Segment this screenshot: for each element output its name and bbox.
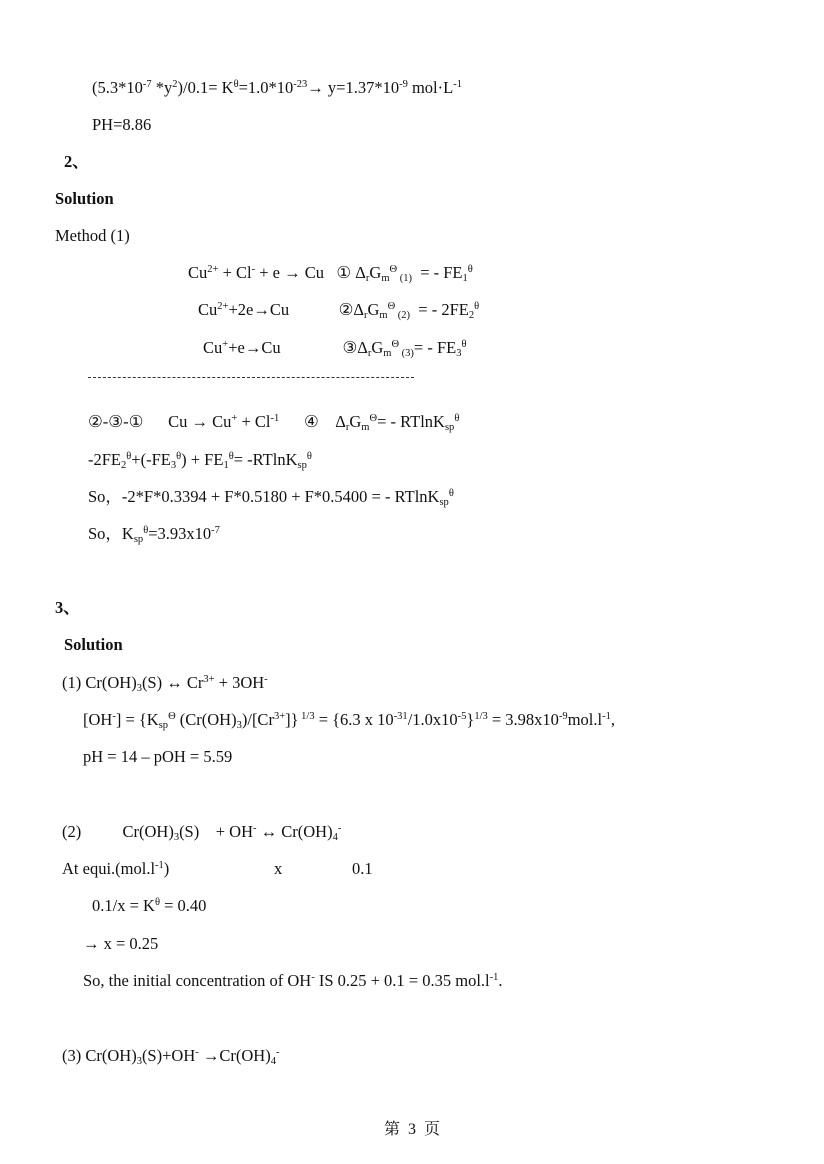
formula-segment: =1.0*10 [238,78,294,97]
formula-segment: (1) Cr(OH) [62,673,137,692]
hydroxide-concentration [83,710,615,730]
formula-segment: 3、 [55,598,80,617]
formula-segment: 3 [173,832,180,843]
formula-segment: → x = 0.25 [83,934,159,953]
formula-segment: θ [474,301,480,312]
equilibrium-label [62,859,169,879]
formula-segment: →Cr(OH) [198,1046,271,1065]
so-line-2 [88,524,220,544]
question-number-2 [64,152,89,172]
formula-segment: 3 [236,720,242,731]
formula-segment: = - FE [411,263,463,282]
formula-segment: Method (1) [55,226,130,245]
footer-suffix: 页 [424,1121,441,1138]
formula-segment: G [371,338,384,357]
formula-segment: = - RTlnK [377,412,445,431]
formula-segment: r [365,273,370,284]
formula-segment: G [369,263,382,282]
formula-segment: PH=8.86 [92,115,152,134]
footer-prefix: 第 [383,1121,400,1138]
formula-segment: 3 [136,683,142,694]
formula-segment: -2FE [88,450,121,469]
formula-segment: + e → Cu ① Δ [255,263,366,282]
k-equation [92,896,206,916]
formula-segment: -5 [457,711,467,722]
solution-heading-2 [55,189,114,209]
formula-segment: -1 [155,860,164,871]
formula-segment: (S) ↔ Cr [141,673,204,692]
formula-segment: +e→Cu ③Δ [228,338,368,357]
formula-segment: So，K [88,524,134,543]
formula-segment: ④ Δ [279,412,346,431]
formula-segment: 2+ [217,301,229,312]
reaction-1 [188,263,473,283]
formula-segment: -1 [270,413,280,424]
formula-segment: . [498,971,503,990]
formula-segment: 1/3 [298,711,315,722]
formula-segment: (S) + OH [179,822,253,841]
formula-segment: sp [297,460,307,471]
formula-segment: Cu [203,338,223,357]
formula-segment: = -RTlnK [233,450,298,469]
formula-segment: - [253,823,257,834]
formula-segment: So, the initial concentration of OH [83,971,312,990]
formula-segment: 1/3 [474,711,488,722]
formula-segment: 3+ [273,711,286,722]
combined-equation [88,450,312,470]
formula-segment: - [264,674,268,685]
formula-segment: )/[Cr [241,710,274,729]
formula-segment: θ [228,451,234,462]
formula-segment: m [381,273,390,284]
formula-segment: 2 [468,310,475,321]
formula-segment: (Cr(OH) [175,710,237,729]
formula-segment: - [337,823,342,834]
formula-segment: -9 [399,79,408,90]
reaction-2 [198,300,479,320]
formula-segment: θ [306,451,312,462]
formula-segment: +(-FE [131,450,171,469]
formula-segment: (1) [397,273,412,284]
dashed-divider [88,377,414,378]
formula-segment: ) [163,859,170,878]
reaction-3 [203,338,467,358]
formula-segment: Solution [55,189,114,208]
formula-segment: sp [133,534,144,545]
x-result [83,934,158,954]
formula-segment: θ [176,451,182,462]
part-1-reaction [62,673,268,693]
formula-segment: m [361,422,370,433]
formula-segment: Solution [64,635,123,654]
formula-segment: Cu [198,300,218,319]
formula-segment: = 0.40 [159,896,207,915]
formula-segment: + Cl [218,263,252,282]
formula-segment: , [610,710,615,729]
formula-segment: sp [158,720,169,731]
formula-segment: ②-③-① Cu → Cu [88,412,232,431]
formula-segment: m [383,348,392,359]
formula-segment: r [367,348,372,359]
ph-value [92,115,151,135]
formula-segment: Θ [168,711,176,722]
formula-segment: Θ [387,301,396,312]
combined-reaction [88,412,459,432]
formula-segment: *y [151,78,173,97]
formula-segment: G [349,412,362,431]
formula-segment: - [311,972,315,983]
formula-segment: 2 [172,79,178,90]
formula-segment: θ [126,451,132,462]
formula-segment: Θ [389,264,398,275]
formula-segment: θ [233,79,239,90]
formula-segment: 4 [270,1056,276,1067]
formula-segment: (3) [399,348,414,359]
formula-segment: (S)+OH [141,1046,196,1065]
formula-segment: + [231,413,238,424]
formula-segment: =3.93x10 [148,524,212,543]
formula-segment: 1 [223,460,229,471]
ph-calculation [83,747,232,767]
formula-segment: } [466,710,475,729]
formula-segment: mol.l [567,710,603,729]
formula-segment: ↔ Cr(OH) [256,822,333,841]
part-2-reaction [62,822,341,842]
part-3-reaction [62,1046,279,1066]
formula-segment: → y=1.37*10 [307,78,400,97]
formula-segment: θ [461,339,467,350]
formula-segment: ] = {K [115,710,159,729]
formula-segment: 3 [136,1056,142,1067]
formula-segment: /1.0x10 [407,710,458,729]
formula-segment: mol·L [407,78,454,97]
formula-segment: + [222,339,229,350]
formula-segment: ]} [285,710,299,729]
formula-segment: -7 [211,525,220,536]
formula-segment: +2e→Cu ②Δ [228,300,364,319]
formula-segment: -7 [142,79,152,90]
formula-segment: 0.1/x = K [92,896,155,915]
formula-segment: ) + FE [181,450,224,469]
formula-segment: - [251,264,256,275]
formula-segment: -1 [489,972,499,983]
formula-segment: -23 [293,79,308,90]
footer-page-number: 3 [408,1121,416,1138]
formula-segment: r [345,422,350,433]
formula-segment: -9 [558,711,568,722]
formula-segment: - [112,711,116,722]
formula-segment: = {6.3 x 10 [314,710,394,729]
formula-segment: = 3.98x10 [487,710,559,729]
formula-segment: = - 2FE [410,300,469,319]
formula-segment: r [363,310,368,321]
formula-segment: 1 [462,273,468,284]
formula-segment: = - FE [413,338,457,357]
formula-segment: 2 [121,460,127,471]
equation-ky [92,78,462,98]
formula-segment: 2+ [207,264,219,275]
formula-segment: Θ [369,413,378,424]
formula-segment: m [379,310,388,321]
question-number-3 [55,598,80,618]
formula-segment: pH = 14 – pOH = 5.59 [83,747,233,766]
formula-segment: θ [448,488,454,499]
formula-segment: So，-2*F*0.3394 + F*0.5180 + F*0.5400 = - RTlnK [88,487,440,506]
formula-segment: θ [467,264,473,275]
formula-segment: -1 [602,711,611,722]
formula-segment: sp [444,422,455,433]
formula-segment: (2) [395,310,411,321]
formula-segment: 2、 [64,152,89,171]
formula-segment: Cu [188,263,208,282]
formula-segment: 3+ [203,674,215,685]
formula-segment: 3 [456,348,462,359]
formula-segment: Θ [391,339,400,350]
so-line-1 [88,487,454,507]
page-footer [0,1116,824,1139]
formula-segment: 4 [332,832,338,843]
formula-segment: (2) Cr(OH) [62,822,174,841]
formula-segment: - [195,1047,199,1058]
formula-segment: (5.3*10 [92,78,143,97]
formula-segment: - [275,1047,280,1058]
formula-segment: -31 [393,711,408,722]
formula-segment: (3) Cr(OH) [62,1046,137,1065]
equilibrium-0-1: 0.1 [352,859,373,878]
initial-concentration [83,971,503,991]
formula-segment: [OH [83,710,113,729]
formula-segment: sp [439,497,449,508]
equilibrium-x: x [274,859,283,878]
formula-segment: + 3OH [214,673,265,692]
formula-segment: θ [454,413,460,424]
method-label [55,226,130,246]
formula-segment: IS 0.25 + 0.1 = 0.35 mol.l [314,971,490,990]
formula-segment: G [367,300,380,319]
formula-segment: θ [154,897,160,908]
formula-segment: θ [143,525,149,536]
formula-segment: + Cl [237,412,271,431]
formula-segment: At equi.(mol.l [62,859,156,878]
solution-heading-3 [64,635,123,655]
formula-segment: )/0.1= K [177,78,234,97]
formula-segment: 3 [170,460,177,471]
formula-segment: -1 [453,79,462,90]
